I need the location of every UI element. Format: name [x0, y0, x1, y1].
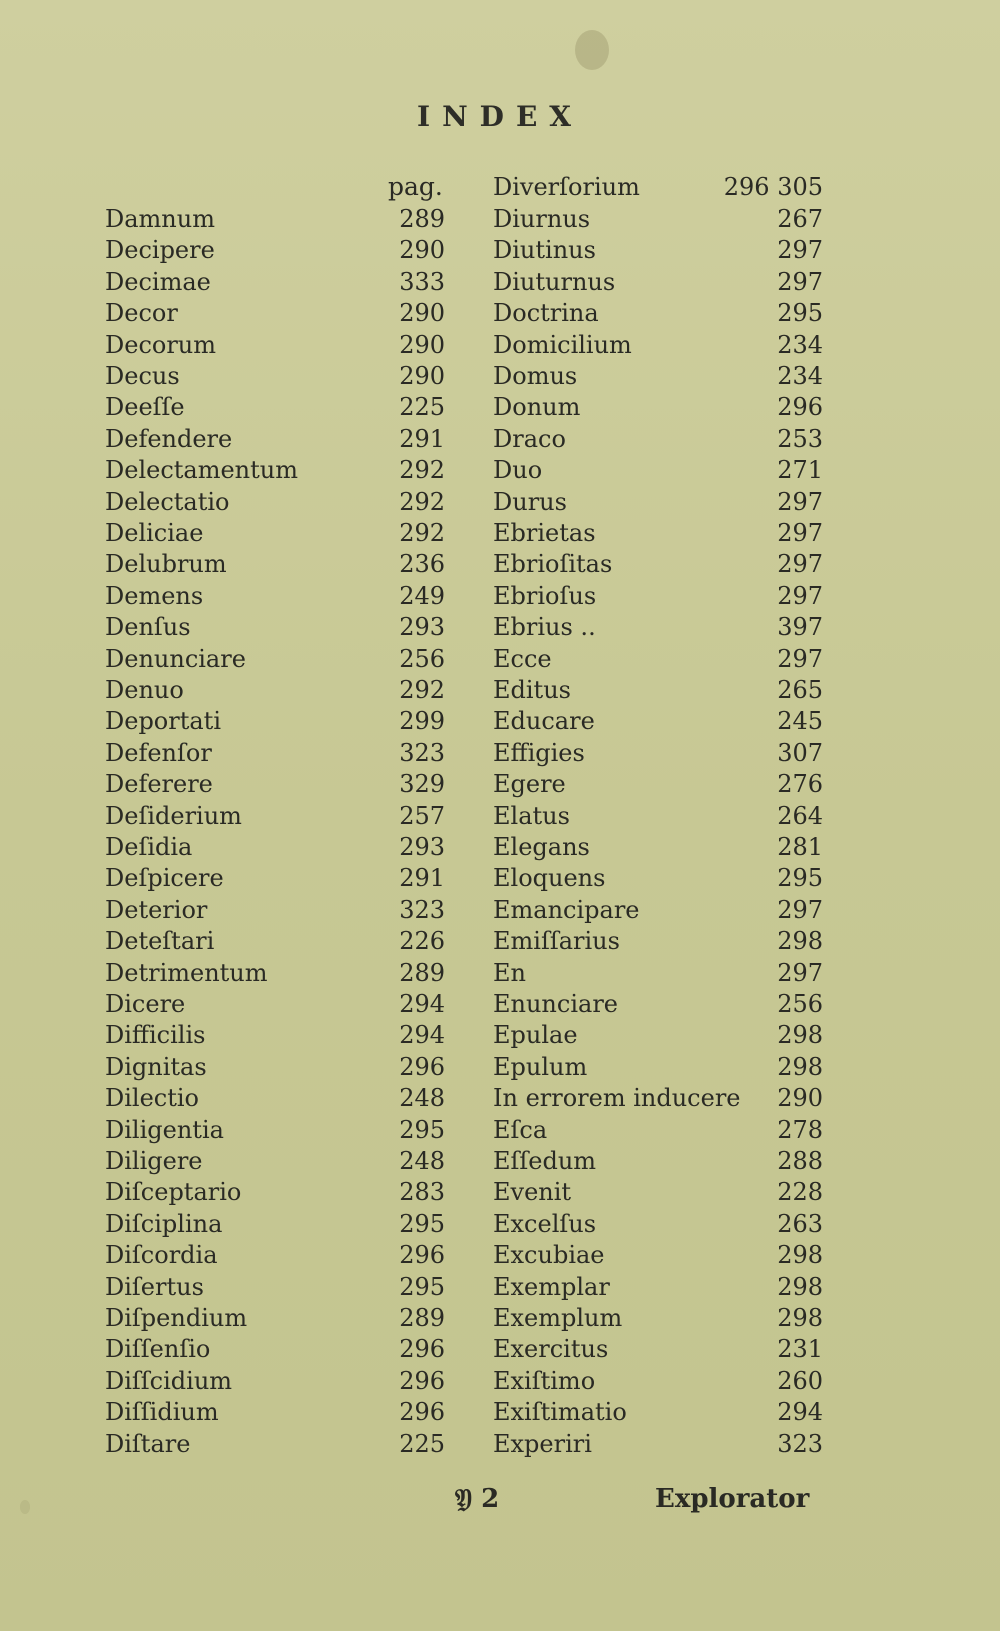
index-entry	[493, 863, 823, 894]
index-entry	[493, 204, 823, 235]
index-entry	[493, 1397, 823, 1428]
index-entry	[105, 392, 445, 423]
entry-word: Donum	[493, 393, 581, 422]
index-entry	[493, 895, 823, 926]
entry-word: In errorem inducere	[493, 1084, 741, 1113]
index-entry	[493, 267, 823, 298]
index-entry	[105, 832, 445, 863]
index-entry	[105, 549, 445, 580]
index-entry	[493, 1177, 823, 1208]
index-entry	[105, 769, 445, 800]
entry-page: 256	[777, 990, 823, 1018]
index-entry	[105, 738, 445, 769]
entry-page: 236	[399, 550, 445, 579]
entry-page: 296	[399, 1052, 445, 1081]
entry-page: 293	[399, 833, 445, 861]
index-entry	[105, 1083, 445, 1114]
index-entry	[493, 1366, 823, 1397]
entry-word: Diligentia	[105, 1115, 224, 1144]
entry-page: 297	[777, 519, 823, 547]
entry-page: 295	[399, 1115, 445, 1144]
entry-word: Difficilis	[105, 1021, 206, 1050]
entry-page: 265	[777, 676, 823, 704]
entry-page: 245	[777, 707, 823, 736]
entry-page: 294	[399, 990, 445, 1018]
entry-word: Diſtare	[105, 1429, 191, 1458]
entry-word: Diſertus	[105, 1272, 204, 1301]
entry-page: 288	[777, 1147, 823, 1175]
entry-word: Excelſus	[493, 1209, 597, 1238]
entry-word: Elegans	[493, 833, 590, 861]
entry-word: Deſiderium	[105, 801, 242, 830]
entry-word: Denunciare	[105, 644, 246, 673]
entry-word: Egere	[493, 770, 566, 799]
index-entry	[105, 863, 445, 894]
entry-word: Emiſſarius	[493, 927, 620, 956]
index-entry	[105, 1303, 445, 1334]
entry-word: Dignitas	[105, 1052, 207, 1081]
entry-word: Exiſtimo	[493, 1366, 596, 1395]
entry-page: 397	[777, 613, 823, 642]
entry-page: 297	[777, 487, 823, 516]
entry-word: Damnum	[105, 205, 215, 233]
entry-word: Diſciplina	[105, 1209, 223, 1238]
entry-word: Decor	[105, 299, 178, 328]
entry-word: Editus	[493, 676, 571, 704]
entry-word: Deſidia	[105, 833, 193, 861]
entry-page: 253	[777, 424, 823, 453]
index-entry	[493, 1146, 823, 1177]
entry-word: Domus	[493, 362, 578, 390]
entry-page: 263	[777, 1209, 823, 1238]
entry-page: 231	[777, 1335, 823, 1364]
entry-word: Diligere	[105, 1147, 203, 1175]
index-entry	[105, 1177, 445, 1208]
index-entry	[105, 706, 445, 737]
entry-page: 292	[399, 519, 445, 547]
entry-page: 225	[399, 393, 445, 422]
entry-page: 298	[777, 1052, 823, 1081]
index-entry	[493, 769, 823, 800]
entry-word: Denſus	[105, 613, 191, 642]
entry-page: 296	[399, 1366, 445, 1395]
entry-page: 226	[399, 927, 445, 956]
index-entry	[105, 1146, 445, 1177]
index-entry	[493, 487, 823, 518]
entry-page: 271	[777, 456, 823, 485]
entry-word: Exercitus	[493, 1335, 609, 1364]
index-entry	[105, 235, 445, 266]
entry-page: 297	[777, 644, 823, 673]
entry-word: Diſceptario	[105, 1178, 242, 1207]
entry-word: Exemplar	[493, 1272, 610, 1301]
entry-page: 295	[399, 1272, 445, 1301]
entry-word: Ebrietas	[493, 519, 596, 547]
entry-page: 298	[777, 1272, 823, 1301]
entry-word: Demens	[105, 581, 204, 610]
index-entry	[493, 549, 823, 580]
index-entry	[493, 1115, 823, 1146]
index-entry	[493, 361, 823, 392]
entry-page: 264	[777, 801, 823, 830]
entry-word: Defendere	[105, 424, 233, 453]
index-entry	[105, 1397, 445, 1428]
entry-page: 297	[777, 267, 823, 296]
entry-page: 256	[399, 644, 445, 673]
entry-page: 297	[777, 236, 823, 265]
entry-word: Ecce	[493, 644, 552, 673]
entry-page: 297	[777, 550, 823, 579]
index-entry	[105, 1272, 445, 1303]
index-entry	[493, 989, 823, 1020]
index-entry	[105, 361, 445, 392]
index-entry	[105, 455, 445, 486]
entry-word: Dicere	[105, 990, 186, 1018]
entry-page: 225	[399, 1429, 445, 1458]
index-entry	[105, 1020, 445, 1051]
entry-word: Diſſcidium	[105, 1366, 233, 1395]
entry-word: Diſpendium	[105, 1304, 248, 1332]
entry-page: 307	[777, 738, 823, 767]
entry-word: Effigies	[493, 738, 585, 767]
index-entry	[493, 424, 823, 455]
index-entry	[493, 675, 823, 706]
entry-word: Diuturnus	[493, 267, 616, 296]
index-entry	[105, 1209, 445, 1240]
index-entry	[493, 1083, 823, 1114]
entry-page: 276	[777, 770, 823, 799]
entry-word: Exiſtimatio	[493, 1398, 627, 1427]
index-entry	[105, 612, 445, 643]
entry-page: 257	[399, 801, 445, 830]
page-title: INDEX	[416, 100, 584, 133]
entry-page: 323	[777, 1429, 823, 1458]
entry-word: Diſſidium	[105, 1398, 219, 1427]
entry-word: Epulum	[493, 1052, 588, 1081]
entry-page: 290	[777, 1084, 823, 1113]
index-entry	[493, 1272, 823, 1303]
index-entry	[493, 392, 823, 423]
index-entry	[493, 235, 823, 266]
index-entry	[493, 1334, 823, 1365]
entry-word: Eſca	[493, 1115, 548, 1144]
index-entry	[105, 1240, 445, 1271]
entry-word: Deportati	[105, 707, 222, 736]
index-entry	[493, 172, 823, 203]
entry-page: 296	[399, 1335, 445, 1364]
index-entry	[493, 455, 823, 486]
index-entry	[493, 298, 823, 329]
entry-word: Diurnus	[493, 205, 591, 233]
entry-word: En	[493, 958, 526, 987]
entry-word: Durus	[493, 487, 567, 516]
index-entry	[493, 958, 823, 989]
index-entry	[105, 801, 445, 832]
entry-page: 292	[399, 487, 445, 516]
index-entry	[105, 675, 445, 706]
entry-word: Domicilium	[493, 330, 632, 359]
entry-word: Diutinus	[493, 236, 596, 265]
entry-word: Ebrius ..	[493, 613, 596, 642]
entry-page: 297	[777, 958, 823, 987]
entry-page: 289	[399, 1304, 445, 1332]
entry-page: 281	[777, 833, 823, 861]
entry-word: Excubiae	[493, 1241, 605, 1270]
entry-page: 292	[399, 456, 445, 485]
entry-word: Delectamentum	[105, 456, 298, 485]
entry-page: 283	[399, 1178, 445, 1207]
index-entry	[105, 424, 445, 455]
entry-word: Deſpicere	[105, 864, 224, 893]
entry-word: Diverſorium	[493, 173, 640, 201]
entry-word: Evenit	[493, 1178, 572, 1207]
index-entry	[105, 1366, 445, 1397]
entry-word: Deferere	[105, 770, 213, 799]
entry-word: Experiri	[493, 1429, 592, 1458]
index-entry	[105, 1334, 445, 1365]
index-entry	[105, 518, 445, 549]
index-entry	[105, 267, 445, 298]
entry-word: Diſcordia	[105, 1241, 218, 1270]
paper-stain	[575, 30, 609, 70]
entry-page: 296	[777, 393, 823, 422]
entry-page: 293	[399, 613, 445, 642]
entry-word: Deeſſe	[105, 393, 185, 422]
entry-page: 295	[777, 864, 823, 893]
index-entry	[105, 487, 445, 518]
index-entry	[493, 1209, 823, 1240]
entry-word: Doctrina	[493, 299, 599, 328]
entry-word: Detrimentum	[105, 958, 268, 987]
entry-word: Denuo	[105, 676, 184, 704]
entry-word: Decus	[105, 362, 180, 390]
index-entry	[493, 581, 823, 612]
entry-word: Dilectio	[105, 1084, 200, 1113]
entry-page: 296	[399, 1241, 445, 1270]
entry-page: 295	[399, 1209, 445, 1238]
entry-word: Deliciae	[105, 519, 204, 547]
index-entry	[493, 644, 823, 675]
index-entry	[493, 1020, 823, 1051]
index-entry	[105, 895, 445, 926]
entry-word: Deteſtari	[105, 927, 215, 956]
entry-word: Defenſor	[105, 738, 212, 767]
entry-page: 290	[399, 299, 445, 328]
entry-page: 295	[777, 299, 823, 328]
entry-page: 278	[777, 1115, 823, 1144]
page-column-header: pag.	[388, 172, 443, 201]
index-entry	[105, 204, 445, 235]
entry-word: Deterior	[105, 895, 208, 924]
index-entry	[493, 1303, 823, 1334]
index-entry	[105, 958, 445, 989]
index-entry	[493, 330, 823, 361]
entry-word: Emancipare	[493, 895, 640, 924]
entry-word: Decipere	[105, 236, 215, 265]
index-entry	[105, 989, 445, 1020]
entry-page: 292	[399, 676, 445, 704]
index-entry	[105, 644, 445, 675]
entry-page: 234	[777, 330, 823, 359]
catchword: Explorator	[655, 1484, 810, 1514]
entry-word: Educare	[493, 707, 595, 736]
entry-page: 228	[777, 1178, 823, 1207]
entry-word: Exemplum	[493, 1304, 623, 1332]
entry-page: 323	[399, 895, 445, 924]
entry-page: 298	[777, 927, 823, 956]
index-entry	[493, 612, 823, 643]
entry-page: 297	[777, 581, 823, 610]
index-entry	[493, 1052, 823, 1083]
entry-word: Draco	[493, 424, 566, 453]
entry-page: 234	[777, 362, 823, 390]
entry-page: 296 305	[723, 173, 823, 201]
index-entry	[105, 1429, 445, 1460]
index-entry	[493, 518, 823, 549]
entry-page: 294	[399, 1021, 445, 1050]
entry-page: 290	[399, 236, 445, 265]
entry-word: Epulae	[493, 1021, 578, 1050]
entry-page: 289	[399, 958, 445, 987]
entry-page: 267	[777, 205, 823, 233]
entry-word: Ebrioſus	[493, 581, 597, 610]
index-entry	[493, 738, 823, 769]
entry-page: 290	[399, 330, 445, 359]
entry-page: 289	[399, 205, 445, 233]
index-entry	[493, 801, 823, 832]
entry-word: Decimae	[105, 267, 211, 296]
entry-word: Duo	[493, 456, 543, 485]
entry-page: 248	[399, 1084, 445, 1113]
entry-word: Delubrum	[105, 550, 227, 579]
entry-page: 298	[777, 1241, 823, 1270]
entry-word: Elatus	[493, 801, 570, 830]
index-entry	[105, 298, 445, 329]
index-entry	[493, 832, 823, 863]
entry-page: 298	[777, 1021, 823, 1050]
index-entry	[493, 1240, 823, 1271]
entry-page: 296	[399, 1398, 445, 1427]
index-entry	[105, 581, 445, 612]
entry-word: Delectatio	[105, 487, 230, 516]
index-entry	[105, 1052, 445, 1083]
entry-page: 299	[399, 707, 445, 736]
entry-word: Enunciare	[493, 990, 618, 1018]
entry-page: 249	[399, 581, 445, 610]
entry-page: 329	[399, 770, 445, 799]
entry-page: 298	[777, 1304, 823, 1332]
entry-page: 290	[399, 362, 445, 390]
index-entry	[493, 926, 823, 957]
index-entry	[493, 1429, 823, 1460]
entry-page: 323	[399, 738, 445, 767]
entry-page: 297	[777, 895, 823, 924]
entry-page: 291	[399, 864, 445, 893]
index-entry	[493, 706, 823, 737]
index-entry	[105, 1115, 445, 1146]
index-entry	[105, 926, 445, 957]
signature-mark: 𝔜 2	[455, 1484, 500, 1514]
entry-word: Eſſedum	[493, 1147, 597, 1175]
entry-word: Decorum	[105, 330, 217, 359]
entry-word: Diſſenſio	[105, 1335, 211, 1364]
entry-page: 294	[777, 1398, 823, 1427]
entry-page: 291	[399, 424, 445, 453]
entry-page: 333	[399, 267, 445, 296]
index-entry	[105, 330, 445, 361]
entry-page: 260	[777, 1366, 823, 1395]
entry-word: Eloquens	[493, 864, 606, 893]
entry-word: Ebrioſitas	[493, 550, 613, 579]
entry-page: 248	[399, 1147, 445, 1175]
paper-stain	[20, 1500, 30, 1514]
